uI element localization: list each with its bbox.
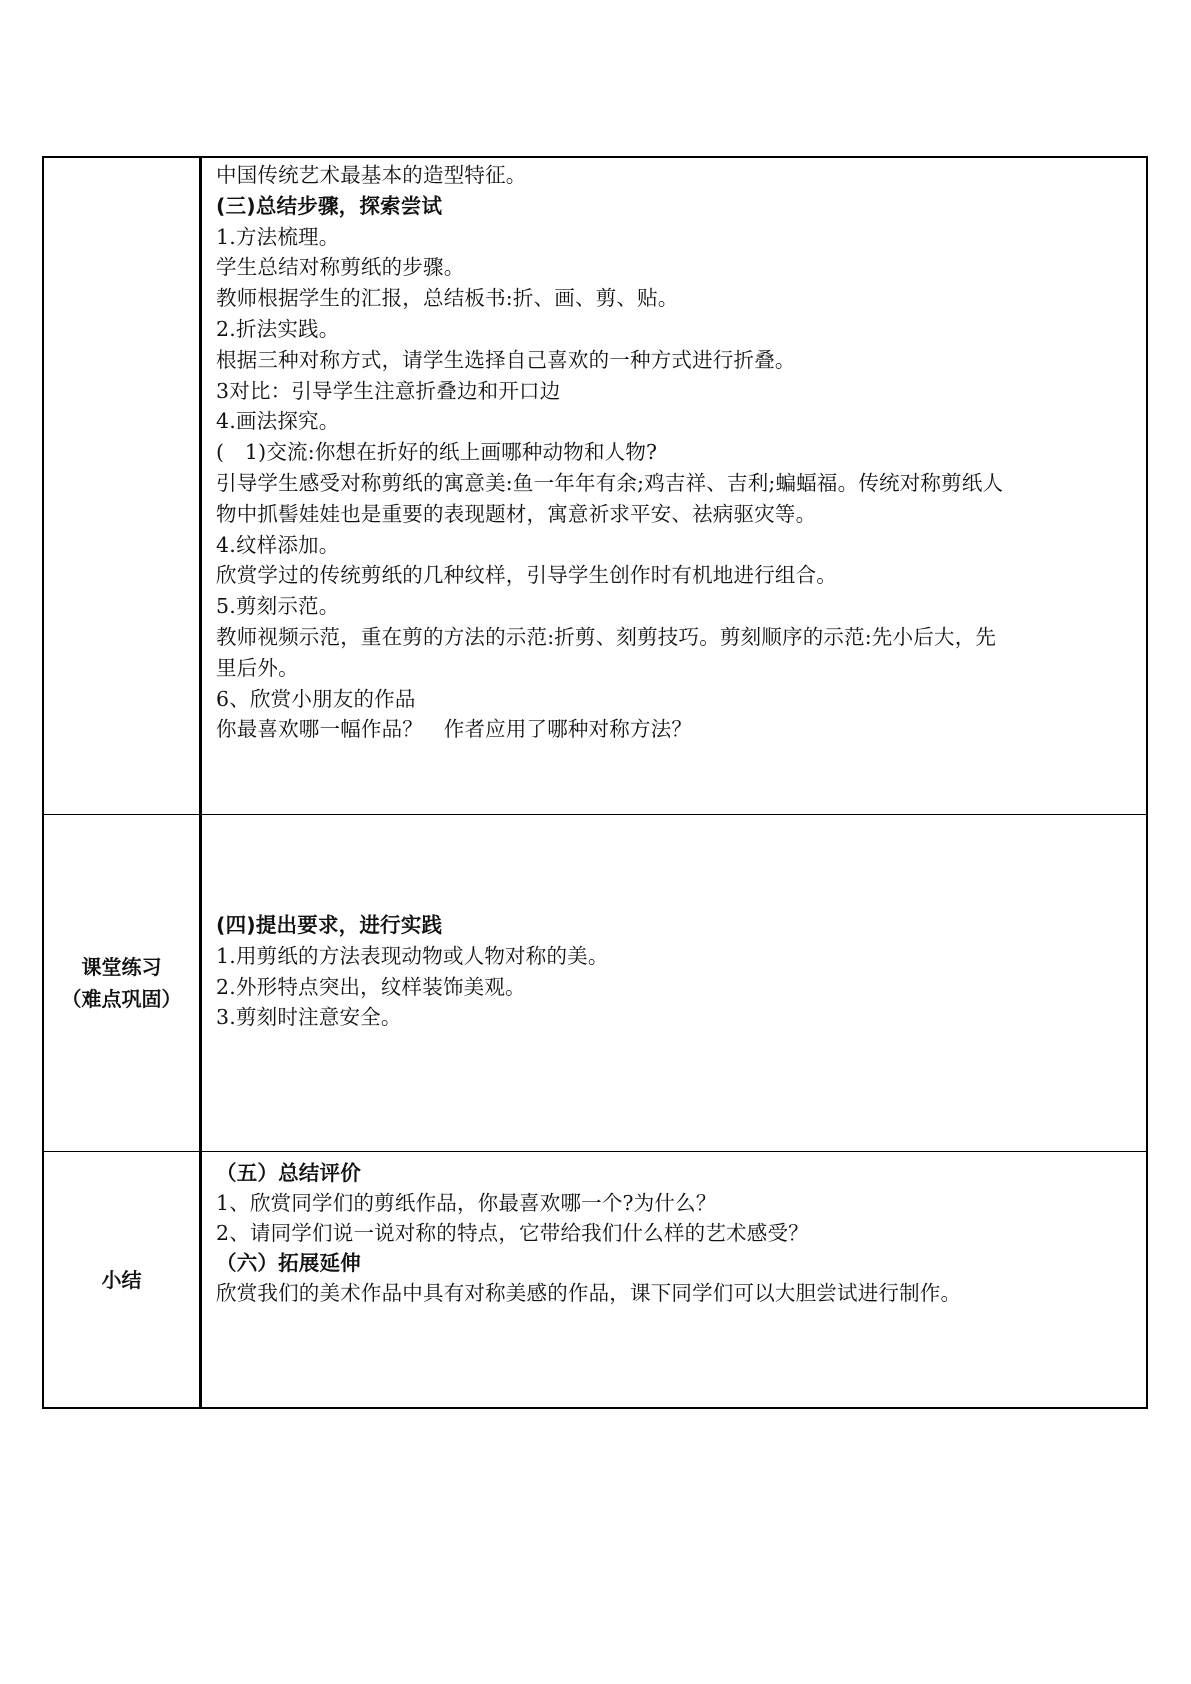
text-line: 根据三种对称方式，请学生选择自己喜欢的一种方式进行折叠。 [216,347,796,372]
text-line: 2、请同学们说一说对称的特点，它带给我们什么样的艺术感受？ [216,1221,809,1245]
text-line: 里后外。 [216,655,299,680]
table-row-process [43,157,1147,815]
row-label-line: 小结 [101,1267,142,1292]
text-line: 3对比：引导学生注意折叠边和开口边 [216,378,561,403]
text-line: 4.画法探究。 [216,409,340,434]
row-content [202,1152,1146,1308]
text-line: 物中抓髻娃娃也是重要的表现题材，寓意祈求平安、祛病驱灾等。 [216,501,817,526]
row-content-cell [201,1152,1148,1409]
row-content [202,158,1146,745]
text-line: 1.方法梳理。 [216,224,340,249]
text-line: 6、欣赏小朋友的作品 [216,686,416,711]
table-row-summary [43,1152,1147,1409]
row-content [202,815,1146,1033]
text-line: ( 1)交流:你想在折好的纸上画哪种动物和人物? [216,440,658,465]
row-content-cell [201,157,1148,815]
lesson-plan-table [42,156,1148,1409]
row-label-cell [43,157,201,815]
text-line: 欣赏学过的传统剪纸的几种纹样，引导学生创作时有机地进行组合。 [216,563,837,588]
text-line: 3.剪刻时注意安全。 [216,1005,402,1030]
row-label-cell [43,1152,201,1409]
row-label [44,951,199,1015]
text-line: 学生总结对称剪纸的步骤。 [216,255,465,280]
section-heading: (四)提出要求，进行实践 [216,913,443,937]
text-line: 2.外形特点突出，纹样装饰美观。 [216,974,526,999]
text-line: 欣赏我们的美术作品中具有对称美感的作品，课下同学们可以大胆尝试进行制作。 [216,1281,962,1305]
row-label-line: 课堂练习 [81,955,162,979]
row-label-cell [43,815,201,1152]
text-line: 2.折法实践。 [216,316,340,341]
text-line: 4.纹样添加。 [216,532,340,557]
text-line: 教师视频示范，重在剪的方法的示范:折剪、刻剪技巧。剪刻顺序的示范:先小后大，先 [216,624,997,649]
row-label [44,1264,199,1296]
text-line: 1、欣赏同学们的剪纸作品，你最喜欢哪一个?为什么？ [216,1191,717,1215]
section-heading: (三)总结步骤，探索尝试 [216,193,443,218]
text-line: 5.剪刻示范。 [216,594,340,619]
row-content-cell [201,815,1148,1152]
text-line: 你最喜欢哪一幅作品？ 作者应用了哪种对称方法？ [216,717,693,742]
text-line: 1.用剪纸的方法表现动物或人物对称的美。 [216,943,609,968]
text-line: 教师根据学生的汇报，总结板书:折、画、剪、贴。 [216,286,679,311]
text-line: 引导学生感受对称剪纸的寓意美:鱼一年年有余;鸡吉祥、吉利;蝙蝠福。传统对称剪纸人 [216,470,1004,495]
section-heading: （五）总结评价 [216,1161,361,1185]
text-line: 中国传统艺术最基本的造型特征。 [216,163,527,187]
row-label-line: （难点巩固） [61,987,182,1011]
section-heading: （六）拓展延伸 [216,1251,361,1275]
table-row-practice [43,815,1147,1152]
